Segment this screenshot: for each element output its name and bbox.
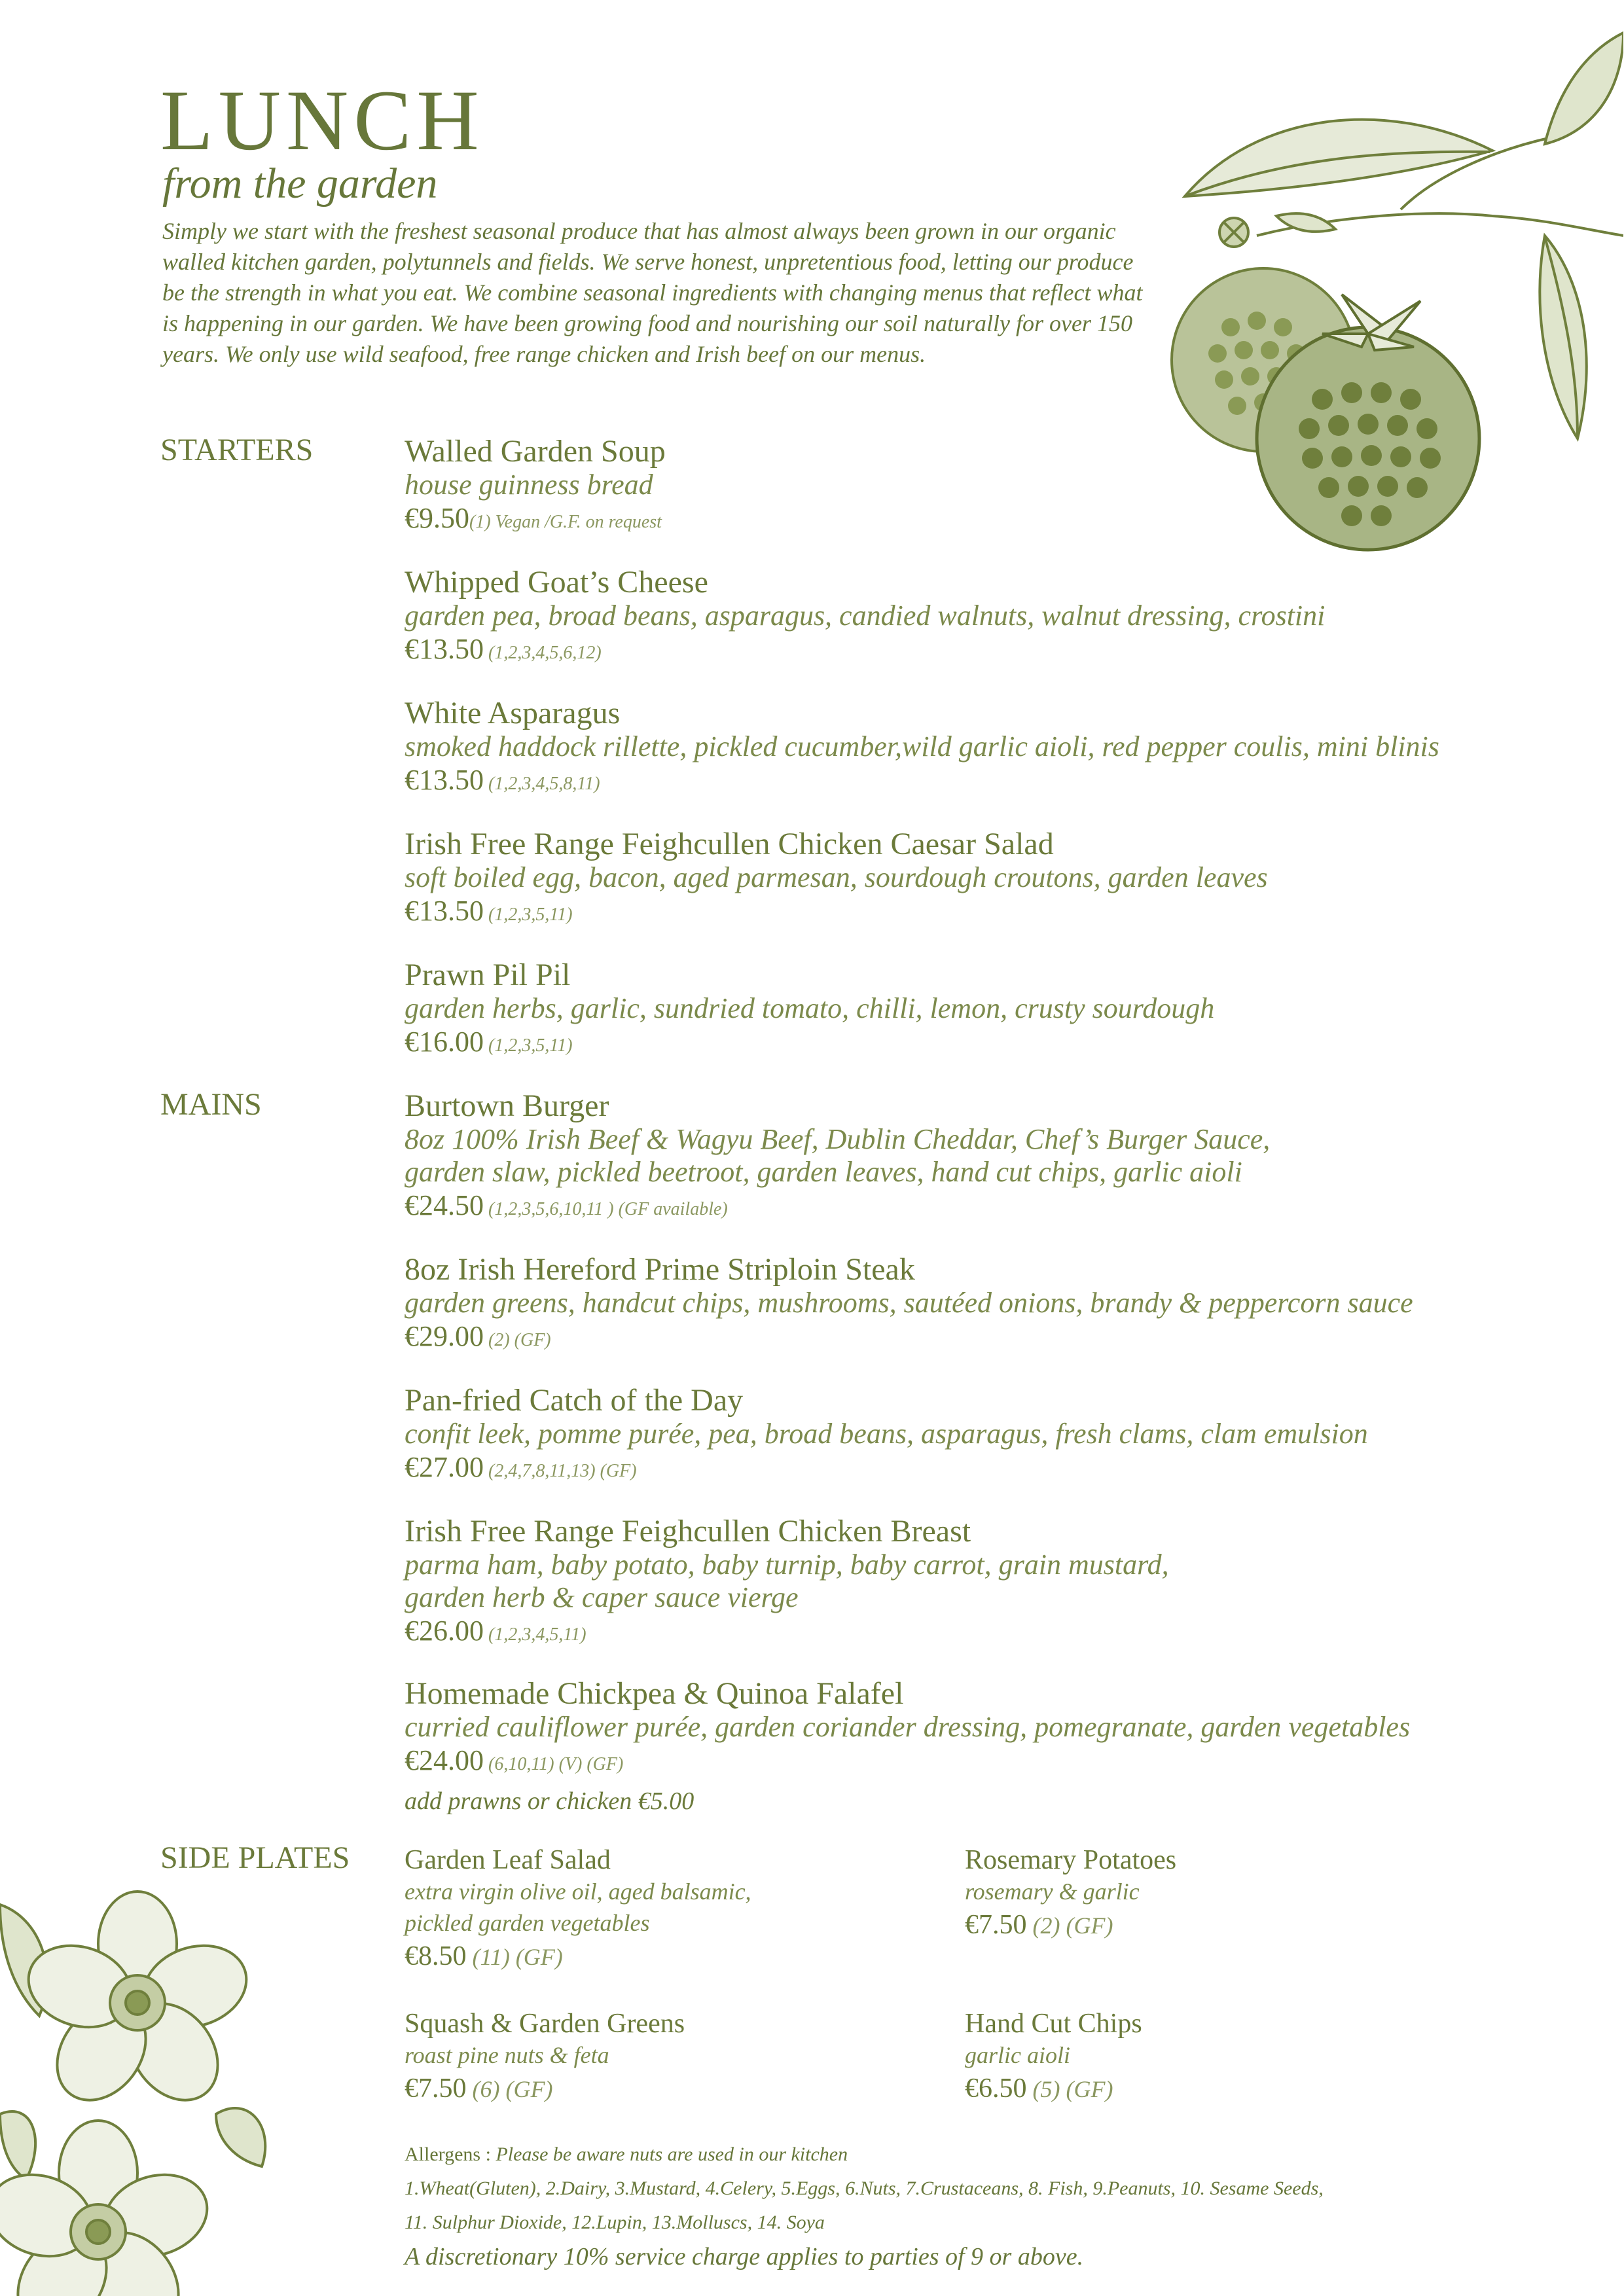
item-description: garden herbs, garlic, sundried tomato, chilli, lemon, crusty sourdough <box>405 992 1215 1024</box>
item-name: White Asparagus <box>405 696 621 730</box>
item-name: Irish Free Range Feighcullen Chicken Caesar Salad <box>405 827 1054 861</box>
item-allergens: (2) (GF) <box>1026 1912 1113 1939</box>
item-description: garden greens, handcut chips, mushrooms, sautéed onions, brandy & peppercorn sauce <box>405 1287 1413 1319</box>
item-description: extra virgin olive oil, aged balsamic, <box>405 1878 751 1905</box>
item-price: €7.50 <box>965 1910 1027 1940</box>
side-item <box>405 2008 915 2112</box>
menu-item <box>405 958 1583 1066</box>
item-description: smoked haddock rillette, pickled cucumber,wild garlic aioli, red pepper coulis, mini blinis <box>405 730 1439 762</box>
item-name: Rosemary Potatoes <box>965 1845 1177 1875</box>
item-price: €9.50 <box>405 502 469 534</box>
item-allergens: (5) (GF) <box>1026 2076 1113 2102</box>
item-name: 8oz Irish Hereford Prime Striploin Steak <box>405 1252 915 1287</box>
item-price: €24.50 <box>405 1189 484 1221</box>
item-name: Irish Free Range Feighcullen Chicken Breast <box>405 1514 971 1549</box>
item-name: Prawn Pil Pil <box>405 958 571 992</box>
item-description: soft boiled egg, bacon, aged parmesan, sourdough croutons, garden leaves <box>405 861 1268 893</box>
section-label-mains: MAINS <box>160 1087 262 1122</box>
allergens-list-continued: 11. Sulphur Dioxide, 12.Lupin, 13.Molluscs, 14. Soya <box>405 2212 825 2233</box>
section-label-sides: SIDE PLATES <box>160 1840 350 1875</box>
side-item <box>965 2008 1475 2112</box>
menu-item <box>405 1677 1583 1818</box>
item-name: Hand Cut Chips <box>965 2009 1142 2039</box>
menu-item <box>405 1515 1583 1655</box>
item-description: 8oz 100% Irish Beef & Wagyu Beef, Dublin Cheddar, Chef’s Burger Sauce, <box>405 1123 1271 1155</box>
service-charge-note: A discretionary 10% service charge applies to parties of 9 or above. <box>405 2243 1084 2270</box>
item-allergens: (1,2,3,5,11) <box>484 905 573 925</box>
menu-item <box>405 435 1583 542</box>
item-price: €6.50 <box>965 2073 1027 2104</box>
page-subtitle: from the garden <box>162 160 438 207</box>
item-description: house guinness bread <box>405 469 653 501</box>
item-name: Garden Leaf Salad <box>405 1845 611 1875</box>
intro-paragraph: Simply we start with the freshest seasonal produce that has almost always been grown in our organic walled kitchen garden, polytunnels and fields. We serve honest, unpretentious food, letting our produce be the strength in what you eat. We combine seasonal ingredients with changing menus that reflect what is happening in our garden. We have been growing food and nourishing our soil naturally for over 150 years. We only use wild seafood, free range chicken and Irish beef on our menus. <box>162 218 1143 367</box>
item-allergens: (1) Vegan /G.F. on request <box>469 512 662 532</box>
item-description-continued: garden herb & caper sauce vierge <box>405 1581 799 1613</box>
item-allergens: (1,2,3,5,11) <box>484 1035 573 1056</box>
item-description: confit leek, pomme purée, pea, broad beans, asparagus, fresh clams, clam emulsion <box>405 1418 1368 1450</box>
item-description: curried cauliflower purée, garden coriander dressing, pomegranate, garden vegetables <box>405 1711 1411 1743</box>
item-price: €27.00 <box>405 1451 484 1483</box>
item-name: Burtown Burger <box>405 1088 609 1123</box>
item-price: €13.50 <box>405 895 484 927</box>
menu-item <box>405 565 1583 673</box>
menu-item <box>405 827 1583 935</box>
item-allergens: (1,2,3,5,6,10,11 ) (GF available) <box>484 1199 728 1219</box>
wild-rose-illustration <box>0 1865 288 2296</box>
side-item <box>405 1844 915 1980</box>
item-description: garlic aioli <box>965 2042 1070 2068</box>
item-price: €13.50 <box>405 633 484 665</box>
item-name: Whipped Goat’s Cheese <box>405 565 708 600</box>
item-description: rosemary & garlic <box>965 1878 1140 1905</box>
menu-item <box>405 1384 1583 1491</box>
item-allergens: (2,4,7,8,11,13) (GF) <box>484 1461 637 1481</box>
item-allergens: (1,2,3,4,5,11) <box>484 1624 586 1645</box>
allergen-footer <box>405 2138 1596 2274</box>
item-description: roast pine nuts & feta <box>405 2042 609 2068</box>
item-price: €24.00 <box>405 1744 484 1776</box>
item-allergens: (11) (GF) <box>466 1944 563 1970</box>
item-description: parma ham, baby potato, baby turnip, baby carrot, grain mustard, <box>405 1549 1169 1581</box>
allergens-list: 1.Wheat(Gluten), 2.Dairy, 3.Mustard, 4.Celery, 5.Eggs, 6.Nuts, 7.Crustaceans, 8. Fish, 9.Peanuts, 10. Sesame Seeds, <box>405 2178 1324 2199</box>
item-name: Walled Garden Soup <box>405 434 666 469</box>
item-name: Homemade Chickpea & Quinoa Falafel <box>405 1676 904 1711</box>
item-description: garden pea, broad beans, asparagus, candied walnuts, walnut dressing, crostini <box>405 600 1326 632</box>
item-allergens: (1,2,3,4,5,8,11) <box>484 774 600 794</box>
item-description-continued: garden slaw, pickled beetroot, garden leaves, hand cut chips, garlic aioli <box>405 1156 1242 1188</box>
menu-item <box>405 1089 1583 1229</box>
item-name: Squash & Garden Greens <box>405 2009 685 2039</box>
side-item <box>965 1844 1475 1948</box>
menu-item <box>405 696 1583 804</box>
item-price: €13.50 <box>405 764 484 796</box>
item-price: €26.00 <box>405 1615 484 1647</box>
item-price: €16.00 <box>405 1026 484 1058</box>
section-label-starters: STARTERS <box>160 433 314 467</box>
item-allergens: (1,2,3,4,5,6,12) <box>484 643 602 663</box>
item-allergens: (6) (GF) <box>466 2076 553 2102</box>
item-description-continued: pickled garden vegetables <box>405 1910 650 1936</box>
menu-item <box>405 1253 1583 1360</box>
item-price: €8.50 <box>405 1941 467 1971</box>
item-allergens: (2) (GF) <box>484 1330 551 1350</box>
allergens-label: Allergens : <box>405 2144 496 2165</box>
item-add-on-note: add prawns or chicken €5.00 <box>405 1787 695 1815</box>
item-allergens: (6,10,11) (V) (GF) <box>484 1754 624 1774</box>
allergens-note: Please be aware nuts are used in our kitchen <box>496 2144 848 2165</box>
item-name: Pan-fried Catch of the Day <box>405 1383 744 1418</box>
item-price: €29.00 <box>405 1320 484 1352</box>
item-price: €7.50 <box>405 2073 467 2104</box>
page-title: LUNCH <box>160 72 484 168</box>
